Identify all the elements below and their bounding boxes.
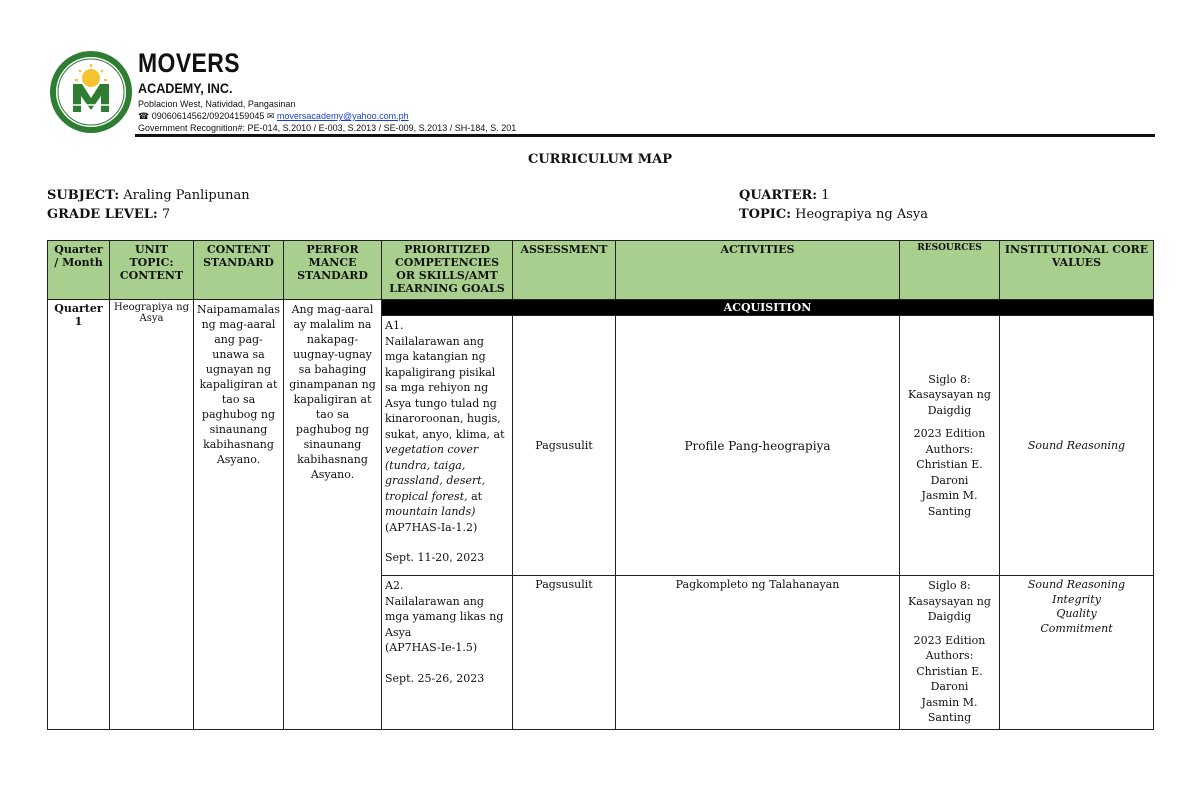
subject-label: SUBJECT: [47,188,120,203]
email-icon: ✉ [266,111,275,121]
org-contact [138,111,409,122]
competency-desc: Nailalarawan ang mga yamang likas ng Asya [385,594,504,639]
col-header-values: INSTITUTIONAL CORE VALUES [1000,241,1154,300]
subject-line [47,188,250,203]
topic-value: Heograpiya ng Asya [795,207,928,222]
resources-cell [900,316,1000,576]
resource-line: Christian E. Daroni [916,664,983,693]
resource-line: Authors: [925,442,974,456]
content-standard-cell: Naipamamalas ng mag-aaral ang pag-unawa sa ugnayan ng kapaligiran at tao sa paghubog ng sinaunang kabihasnang Asyano. [194,300,284,730]
resource-line: Authors: [925,649,974,662]
resource-line: 2023 Edition [913,427,986,441]
col-header-competencies: PRIORITIZED COMPETENCIES OR SKILLS/AMT LEARNING GOALS [382,241,513,300]
quarter-line [739,188,830,203]
competency-desc: Nailalarawan ang mga katangian ng kapaligirang pisikal sa mga rehiyon ng Asya tungo tulad ng kinaroroonan, hugis, sukat, anyo, klima, at [385,334,505,441]
competency-ref-code: (AP7HAS-Ie-1.5) [385,641,478,654]
activity-cell: Pagkompleto ng Talahanayan [616,576,900,730]
grade-value: 7 [161,207,171,222]
acquisition-band: ACQUISITION [382,300,1154,316]
core-value: Commitment [1040,621,1113,635]
school-seal-logo [49,50,133,134]
competency-code: A2. [385,579,404,592]
resource-line: Kasaysayan ng Daigdig [908,388,991,417]
competency-date: Sept. 11-20, 2023 [385,551,485,564]
competency-italic-2: mountain lands) [385,505,476,518]
org-subtitle: ACADEMY, INC. [138,80,233,96]
letterhead [45,42,1157,142]
quarter-label: QUARTER: [739,188,818,203]
resource-line: Jasmin M. Santing [921,489,978,518]
resource-line: 2023 Edition [913,633,986,647]
topic-label: TOPIC: [739,207,791,222]
org-phone: ☎ 09060614562/09204159045 [138,111,265,121]
document-title: CURRICULUM MAP [528,152,672,167]
col-header-content: CONTENT STANDARD [194,241,284,300]
quarter-value: 1 [821,188,830,203]
resource-spacer [903,625,996,633]
acquisition-row [48,300,1154,316]
resource-line: Siglo 8: [928,579,971,592]
competency-at: at [471,489,483,503]
col-header-unit: UNIT TOPIC: CONTENT [110,241,194,300]
org-address: Poblacion West, Natividad, Pangasinan [138,99,296,109]
core-value: Integrity [1052,592,1101,606]
col-header-assessment: ASSESSMENT [513,241,616,300]
header-divider [135,134,1155,137]
core-value: Quality [1056,607,1097,620]
competency-cell [382,316,513,576]
org-name: MOVERS [138,48,241,78]
subject-value: Araling Panlipunan [123,188,250,203]
grade-line [47,207,170,222]
org-recognition: Government Recognition#: PE-014, S.2010 / E-003, S.2013 / SE-009, S.2013 / SH-184, S. 201 [138,123,517,133]
col-header-quarter: Quarter / Month [48,241,110,300]
core-values-cell [1000,576,1154,730]
table-header-row [48,241,1154,300]
competency-ref-code: (AP7HAS-Ia-1.2) [385,520,478,534]
resources-cell [900,576,1000,730]
competency-italic: vegetation cover (tundra, taiga, grassland, desert, tropical forest, [385,443,486,503]
activity-cell: Profile Pang-heograpiya [616,316,900,576]
unit-topic-cell: Heograpiya ng Asya [110,300,194,730]
assessment-cell: Pagsusulit [513,316,616,576]
resource-line: Christian E. Daroni [916,458,983,487]
curriculum-map-table [47,240,1154,730]
competency-text [385,334,509,520]
assessment-cell: Pagsusulit [513,576,616,730]
quarter-cell: Quarter 1 [48,300,110,730]
core-values-cell: Sound Reasoning [1000,316,1154,576]
col-header-activities: ACTIVITIES [616,241,900,300]
resource-line: Kasaysayan ng Daigdig [908,594,991,623]
org-email-link[interactable]: moversacademy@yahoo.com.ph [276,111,409,121]
competency-code: A1. [385,319,404,332]
col-header-resources: RESOURCES [900,241,1000,300]
col-header-performance: PERFOR MANCE STANDARD [284,241,382,300]
competency-cell [382,576,513,730]
topic-line [739,207,928,222]
core-value: Sound Reasoning [1027,578,1126,591]
resource-line: Jasmin M. Santing [921,695,978,724]
performance-standard-cell: Ang mag-aaral ay malalim na nakapag-uugnay-ugnay sa bahaging ginampanan ng kapaligiran at tao sa paghubog ng sinaunang kabihasnang Asyano. [284,300,382,730]
grade-label: GRADE LEVEL: [47,207,158,222]
resource-line: Siglo 8: [928,372,971,386]
competency-date: Sept. 25-26, 2023 [385,671,485,685]
resource-spacer [903,418,996,426]
